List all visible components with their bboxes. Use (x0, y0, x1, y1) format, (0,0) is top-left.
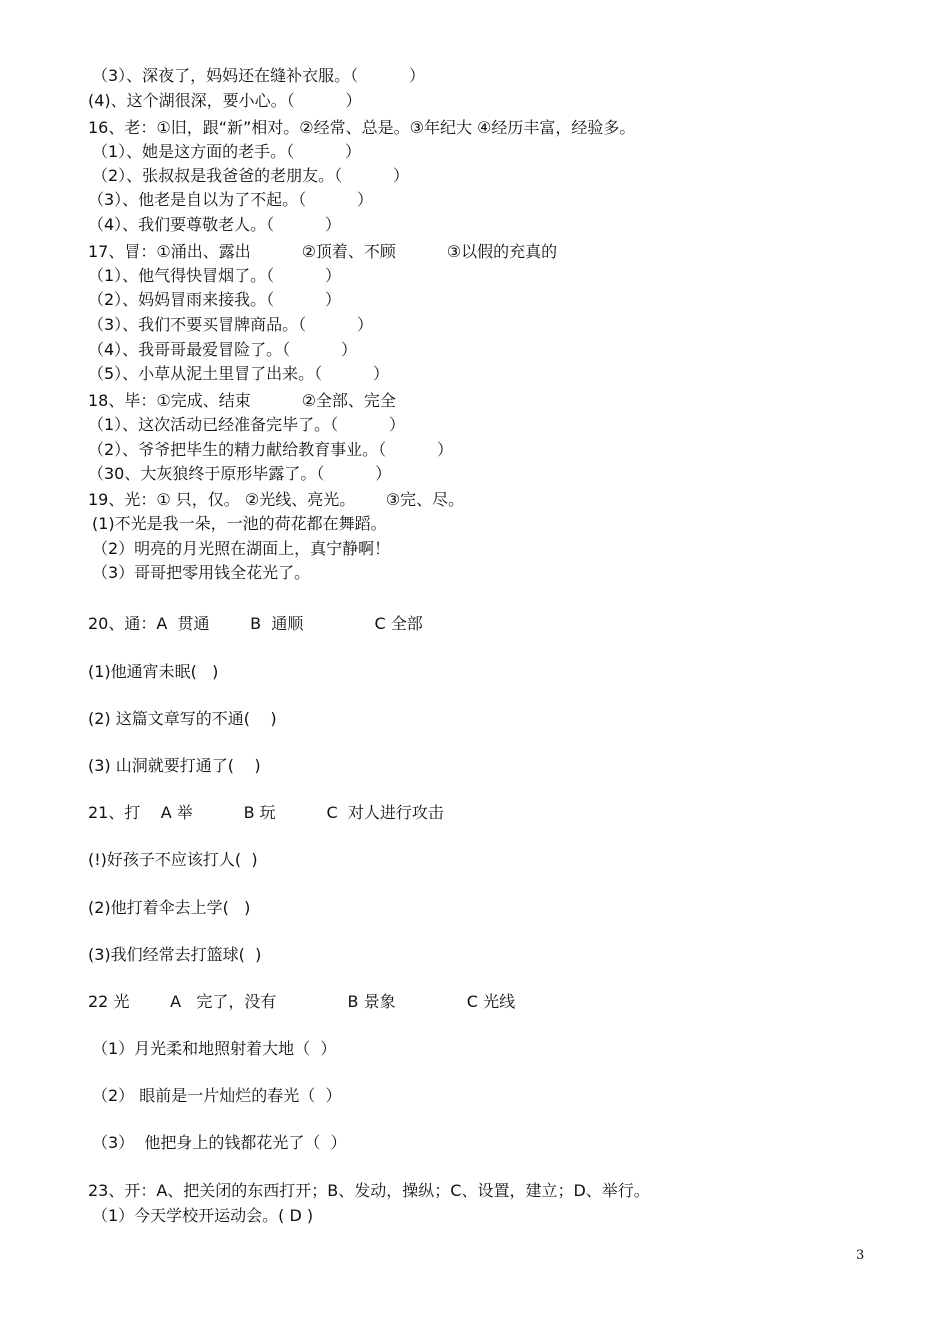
text-line: （1）今天学校开运动会。( D ) (92, 1206, 314, 1225)
text-line: （5）、小草从泥土里冒了出来。（ ） (88, 364, 390, 383)
text-line: （2）、张叔叔是我爸爸的老朋友。（ ） (92, 166, 410, 185)
text-line: （3）哥哥把零用钱全花光了。 (92, 563, 311, 582)
question-heading: 17、冒：①涌出、露出 ②顶着、不顾 ③以假的充真的 (88, 242, 558, 261)
text-line: （2）、妈妈冒雨来接我。（ ） (88, 290, 342, 309)
question-heading: 16、老：①旧，跟“新”相对。②经常、总是。③年纪大 ④经历丰富，经验多。 (88, 118, 636, 137)
text-line: （4）、我哥哥最爱冒险了。（ ） (88, 340, 358, 359)
text-line: （1）月光柔和地照射着大地（ ） (92, 1039, 337, 1058)
text-line: (1)不光是我一朵，一池的荷花都在舞蹈。 (92, 514, 387, 533)
text-line: （3） 他把身上的钱都花光了（ ） (92, 1133, 347, 1152)
text-line: （1）、她是这方面的老手。（ ） (92, 142, 362, 161)
text-line: （2）、爷爷把毕生的精力献给教育事业。（ ） (88, 440, 454, 459)
text-line: （3）、他老是自以为了不起。（ ） (88, 190, 374, 209)
question-heading: 22 光 A 完了，没有 B 景象 C 光线 (88, 992, 516, 1011)
text-line: （30、大灰狼终于原形毕露了。（ ） (88, 464, 392, 483)
text-line: （3）、我们不要买冒牌商品。（ ） (88, 315, 374, 334)
page-number: 3 (856, 1248, 865, 1263)
text-line: （2） 眼前是一片灿烂的春光（ ） (92, 1086, 342, 1105)
text-line: （1）、他气得快冒烟了。（ ） (88, 266, 342, 285)
question-heading: 23、开：A、把关闭的东西打开；B、发动，操纵；C、设置，建立；D、举行。 (88, 1181, 650, 1200)
text-line: (2)他打着伞去上学( ) (88, 898, 251, 917)
text-line: (2) 这篇文章写的不通( ) (88, 709, 277, 728)
text-line: (!)好孩子不应该打人( ) (88, 850, 258, 869)
question-heading: 18、毕：①完成、结束 ②全部、完全 (88, 391, 396, 410)
question-heading: 19、光：① 只，仅。 ②光线、亮光。 ③完、尽。 (88, 490, 465, 509)
text-line: (1)他通宵未眠( ) (88, 662, 219, 681)
text-line: (4)、这个湖很深，要小心。（ ） (88, 91, 362, 110)
text-line: （2）明亮的月光照在湖面上，真宁静啊！ (92, 539, 391, 558)
question-heading: 21、打 A 举 B 玩 C 对人进行攻击 (88, 803, 444, 822)
question-heading: 20、通：A 贯通 B 通顺 C 全部 (88, 614, 423, 633)
text-line: （1）、这次活动已经准备完毕了。（ ） (88, 415, 406, 434)
text-line: (3) 山洞就要打通了( ) (88, 756, 261, 775)
text-line: (3)我们经常去打篮球( ) (88, 945, 262, 964)
text-line: （3）、深夜了，妈妈还在缝补衣服。（ ） (92, 66, 426, 85)
text-line: （4）、我们要尊敬老人。（ ） (88, 215, 342, 234)
